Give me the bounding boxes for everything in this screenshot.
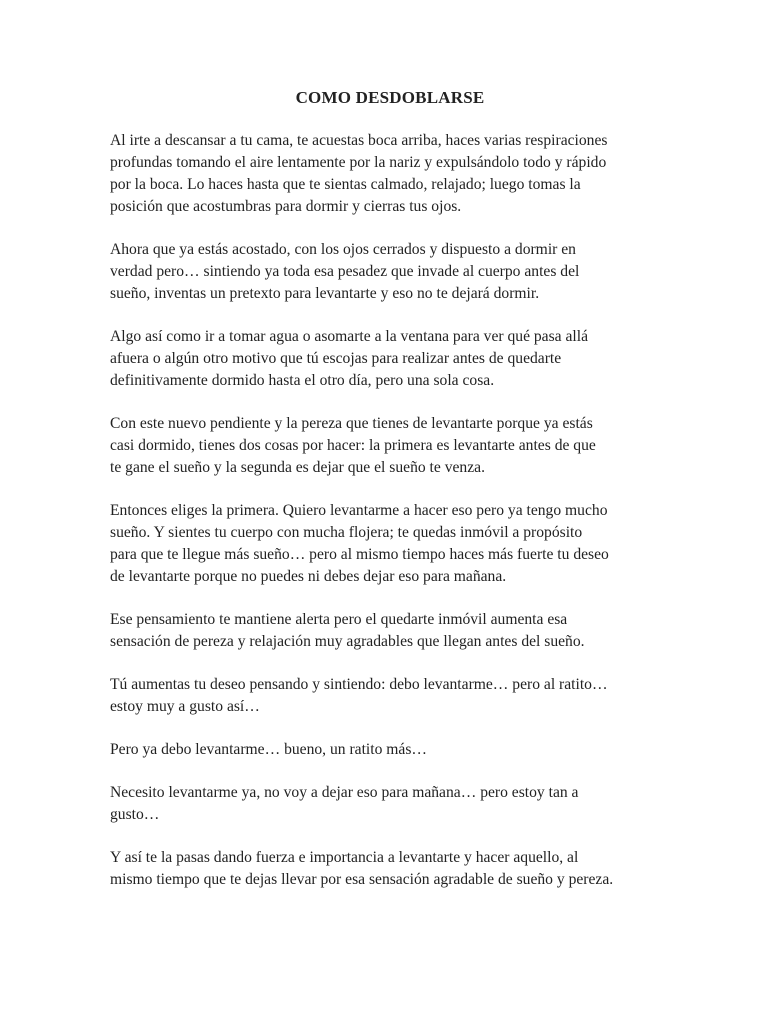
paragraph: Tú aumentas tu deseo pensando y sintiendo: debo levantarme… pero al ratito… estoy muy a gusto así… [110, 676, 608, 715]
document-title: COMO DESDOBLARSE [295, 88, 485, 107]
paragraph: Entonces eliges la primera. Quiero levantarme a hacer eso pero ya tengo mucho sueño. Y sientes tu cuerpo con mucha flojera; te quedas inmóvil a propósito para que te llegue más sueño… pero al mismo tiempo haces más fuerte tu deseo de levantarte porque no puedes ni debes dejar eso para mañana. [110, 502, 609, 585]
paragraph: Ahora que ya estás acostado, con los ojos cerrados y dispuesto a dormir en verdad pero… sintiendo ya toda esa pesadez que invade al cuerpo antes del sueño, inventas un pretexto para levantarte y eso no te dejará dormir. [110, 241, 580, 302]
paragraph: Y así te la pasas dando fuerza e importancia a levantarte y hacer aquello, al mismo tiempo que te dejas llevar por esa sensación agradable de sueño y pereza. [110, 849, 614, 888]
paragraph: Algo así como ir a tomar agua o asomarte a la ventana para ver qué pasa allá afuera o algún otro motivo que tú escojas para realizar antes de quedarte definitivamente dormido hasta el otro día, pero una sola cosa. [110, 328, 589, 389]
paragraph: Necesito levantarme ya, no voy a dejar eso para mañana… pero estoy tan a gusto… [110, 784, 579, 823]
paragraph: Ese pensamiento te mantiene alerta pero el quedarte inmóvil aumenta esa sensación de pereza y relajación muy agradables que llegan antes del sueño. [110, 611, 585, 650]
paragraph: Al irte a descansar a tu cama, te acuestas boca arriba, haces varias respiraciones profundas tomando el aire lentamente por la nariz y expulsándolo todo y rápido por la boca. Lo haces hasta que te sientas calmado, relajado; luego tomas la posición que acostumbras para dormir y cierras tus ojos. [110, 132, 608, 215]
paragraph: Con este nuevo pendiente y la pereza que tienes de levantarte porque ya estás casi dormido, tienes dos cosas por hacer: la primera es levantarte antes de que te gane el sueño y la segunda es dejar que el sueño te venza. [110, 415, 596, 476]
document-body [110, 88, 670, 912]
paragraph: Pero ya debo levantarme… bueno, un ratito más… [110, 741, 427, 758]
